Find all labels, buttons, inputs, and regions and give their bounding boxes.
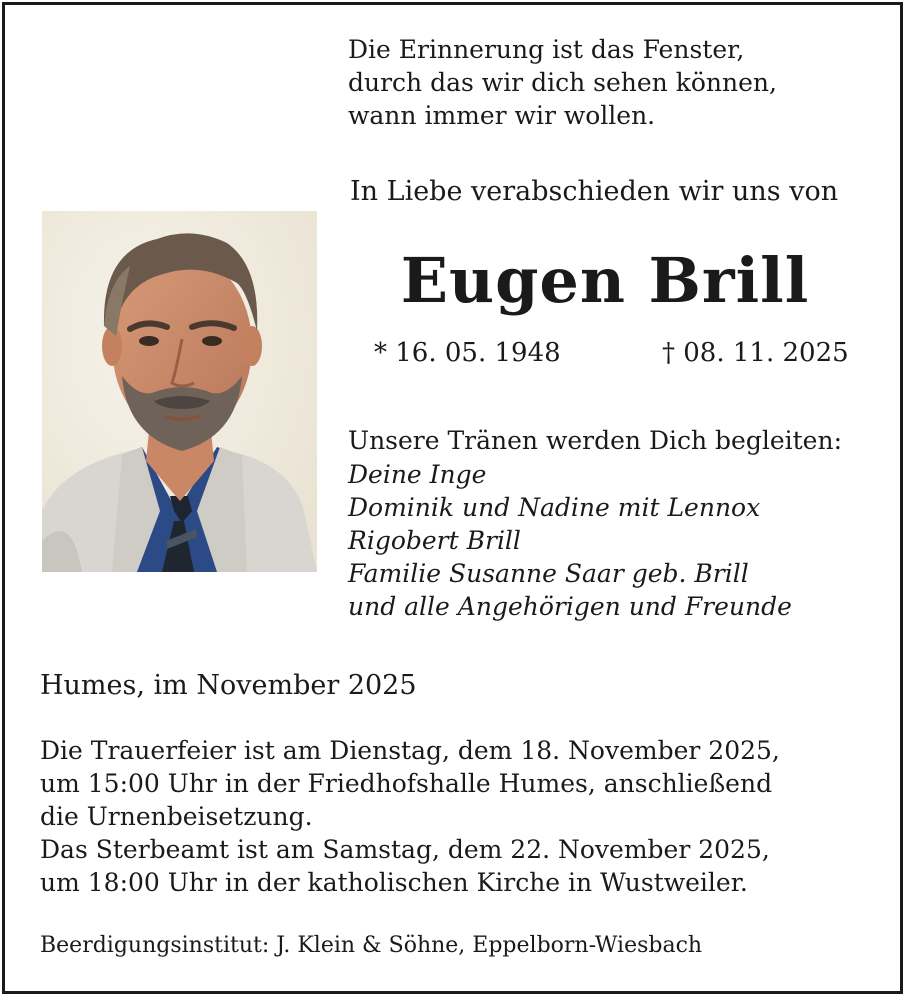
place-and-date: Humes, im November 2025 xyxy=(40,670,417,701)
death-date: † 08. 11. 2025 xyxy=(662,338,849,368)
mourners-heading: Unsere Tränen werden Dich begleiten: xyxy=(348,426,842,455)
farewell-intro: In Liebe verabschieden wir uns von xyxy=(350,176,839,207)
quote-line: durch das wir dich sehen können, xyxy=(348,68,777,97)
service-line: die Urnenbeisetzung. xyxy=(40,802,313,831)
mourner-name: Deine Inge xyxy=(348,460,487,489)
birth-date: * 16. 05. 1948 xyxy=(374,338,561,368)
deceased-name: Eugen Brill xyxy=(400,244,810,317)
mourners-list xyxy=(348,458,898,623)
mourner-name: Dominik und Nadine mit Lennox xyxy=(348,493,761,522)
service-line: Die Trauerfeier ist am Dienstag, dem 18. November 2025, xyxy=(40,736,780,765)
quote-line: wann immer wir wollen. xyxy=(348,101,656,130)
mourners-block xyxy=(348,424,898,623)
mourner-name: und alle Angehörigen und Freunde xyxy=(348,592,792,621)
service-line: Das Sterbeamt ist am Samstag, dem 22. November 2025, xyxy=(40,835,770,864)
quote-line: Die Erinnerung ist das Fenster, xyxy=(348,35,745,64)
service-line: um 18:00 Uhr in der katholischen Kirche in Wustweiler. xyxy=(40,868,748,897)
memorial-quote xyxy=(348,33,868,132)
portrait-illustration xyxy=(42,211,317,572)
service-details xyxy=(40,734,880,899)
portrait-photo xyxy=(42,211,317,572)
mourner-name: Rigobert Brill xyxy=(348,526,521,555)
undertaker-info: Beerdigungsinstitut: J. Klein & Söhne, Eppelborn-Wiesbach xyxy=(40,933,703,958)
service-line: um 15:00 Uhr in der Friedhofshalle Humes, anschließend xyxy=(40,769,773,798)
mourner-name: Familie Susanne Saar geb. Brill xyxy=(348,559,749,588)
